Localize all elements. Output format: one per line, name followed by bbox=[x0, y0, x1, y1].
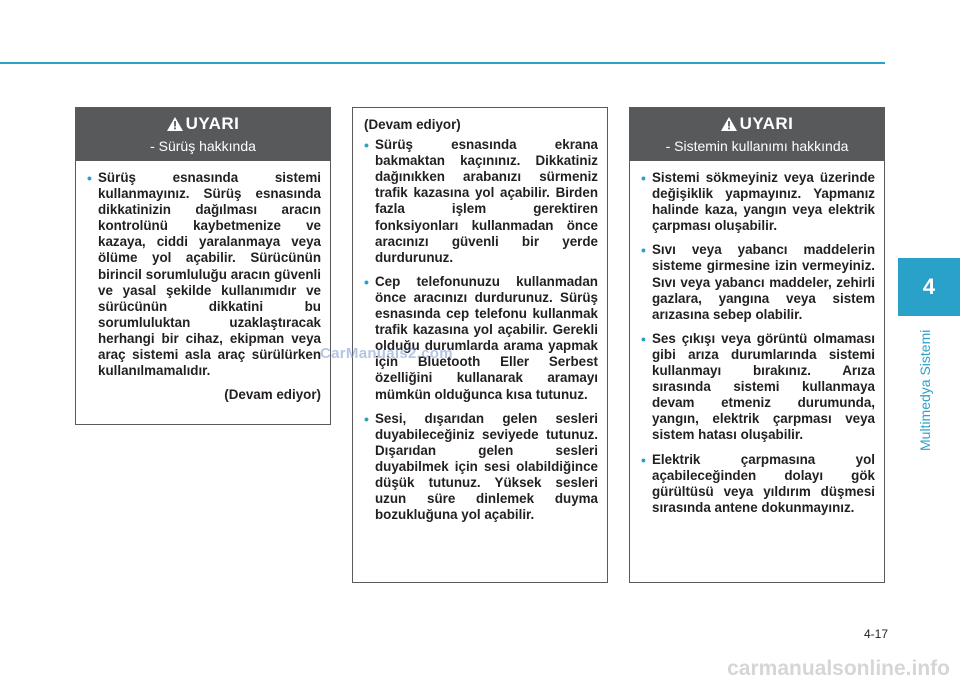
page-number: 4-17 bbox=[863, 627, 888, 641]
bullet-icon: • bbox=[641, 170, 646, 186]
warning-header bbox=[76, 108, 330, 161]
footer-watermark: carmanualsonline.info bbox=[727, 657, 950, 680]
warning-item: • Sürüş esnasında sistemi kullanmayınız. Sürüş esnasında dikkatinizin dağılması aracın kontrolünü kaybetmenize ve kazaya, ciddi yaralanmaya veya ölüme yol açabilir. Sürücünün birincil sorumluluğu aracın güvenli ve yasal şekilde kullanımıdır ve sürücünün dikkatini bu sorumluluktan uzaklaştıracak herhangi bir cihaz, ekipman veya araç sistemi asla araç sürülürken kullanılmamalıdır. bbox=[87, 170, 321, 379]
watermark: CarManuals2.com bbox=[320, 345, 453, 362]
top-rule bbox=[0, 62, 885, 64]
warning-header bbox=[630, 108, 884, 161]
warning-title: UYARI bbox=[739, 114, 794, 133]
warning-box-driving bbox=[75, 107, 331, 425]
bullet-icon: • bbox=[364, 273, 369, 290]
bullet-icon: • bbox=[364, 137, 369, 154]
bullet-icon: • bbox=[641, 330, 646, 347]
warning-item: • Ses çıkışı veya görüntü olmaması gibi arıza durumlarında sistemi kullanmayı bırakınız. Arıza sırasında sistemi kullanmaya devam etmeniz durumunda, yangın, elektrik çarpması veya sistem hatası oluşabilir. bbox=[641, 330, 875, 443]
bullet-icon: • bbox=[641, 451, 646, 468]
chapter-title: Multimedya Sistemi bbox=[917, 329, 933, 451]
warning-item: • Sistemi sökmeyiniz veya üzerinde değişiklik yapmayınız. Yapmanız halinde kaza, yangın veya elektrik çarpması oluşabilir. bbox=[641, 170, 875, 234]
continued-label: (Devam ediyor) bbox=[364, 117, 461, 132]
warning-title: UYARI bbox=[185, 114, 240, 133]
warning-box-system-use bbox=[629, 107, 885, 583]
warning-subtitle: - Sistemin kullanımı hakkında bbox=[665, 138, 849, 154]
chapter-number-tab: 4 bbox=[898, 258, 960, 316]
bullet-icon: • bbox=[364, 410, 369, 427]
warning-item: • Sıvı veya yabancı maddelerin sisteme girmesine izin vermeyiniz. Sıvı veya yabancı maddeler, zehirli gazlara, yangına veya sistem arızasına sebep olabilir. bbox=[641, 242, 875, 322]
bullet-icon: • bbox=[87, 170, 92, 186]
warning-subtitle: - Sürüş hakkında bbox=[150, 138, 256, 154]
warning-triangle-icon bbox=[167, 116, 183, 136]
continued-label: (Devam ediyor) bbox=[224, 387, 321, 403]
warning-item: • Elektrik çarpmasına yol açabileceğinden dolayı gök gürültüsü veya yıldırım düşmesi sırasında antene dokunmayınız. bbox=[641, 451, 875, 515]
warning-item: • Sesi, dışarıdan gelen sesleri duyabileceğiniz seviyede tutunuz. Dışarıdan gelen sesleri duyabilmek için sesi olabildiğince düşük tutunuz. Yüksek sesleri uzun süre dinlemek duyma bozukluğuna yol açabilir. bbox=[364, 410, 598, 523]
warning-item: • Sürüş esnasında ekrana bakmaktan kaçınınız. Dikkatiniz dağınıkken arabanızı sürmeniz trafik kazasına yol açabilir. Birden fazla işlem gerektiren fonksiyonları kullanmadan önce aracınızı güvenli bir yerde durdurunuz. bbox=[364, 137, 598, 265]
warning-item: • Cep telefonunuzu kullanmadan önce aracınızı durdurunuz. Sürüş esnasında cep telefonu kullanmak trafik kazasına yol açabilir. Gerekli olduğu durumlarda arama yapmak için Bluetooth Eller Serbest özelliğini kullanarak aramayı mümkün olduğunca kısa tutunuz. bbox=[364, 273, 598, 402]
warning-triangle-icon bbox=[721, 116, 737, 136]
bullet-icon: • bbox=[641, 242, 646, 259]
